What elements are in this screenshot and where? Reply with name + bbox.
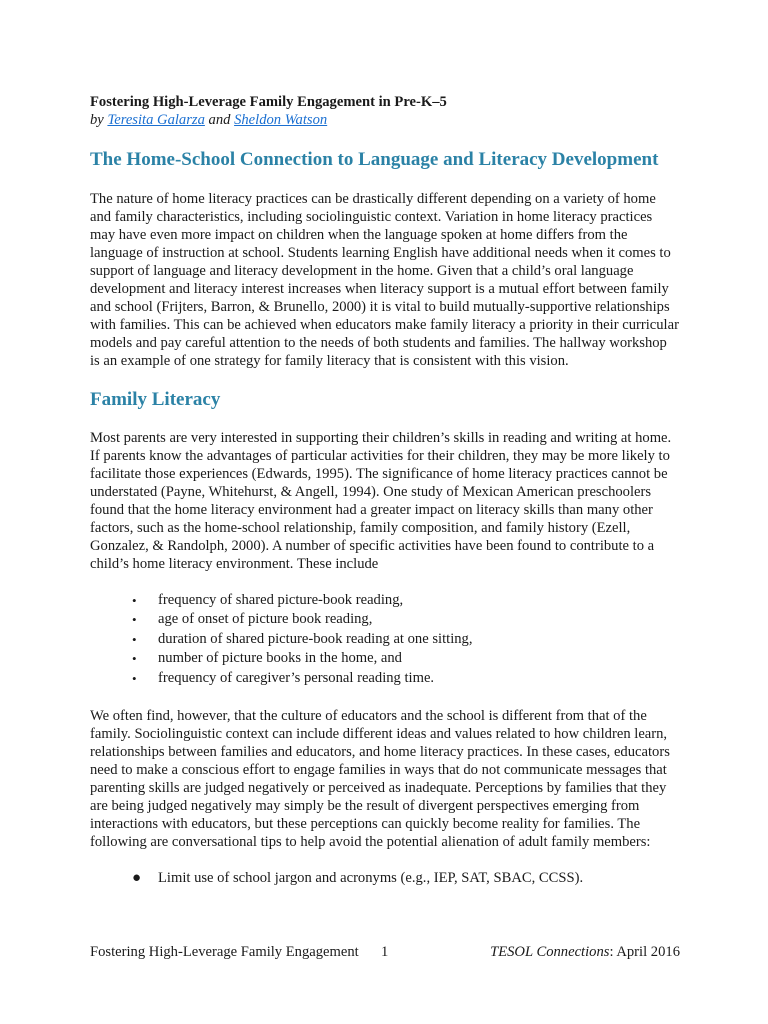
list-item [90,610,680,629]
bullet-icon: • [132,593,137,608]
list-item [90,869,680,888]
author-link-watson[interactable]: Sheldon Watson [234,112,328,128]
tips-list [90,869,680,888]
list-item-text: Limit use of school jargon and acronyms (e.g., IEP, SAT, SBAC, CCSS). [158,870,584,887]
footer-journal [490,943,680,961]
bullet-icon: • [132,631,137,647]
footer-running-title: Fostering High-Leverage Family Engagement [90,944,359,960]
document-page [90,93,680,888]
paragraph-culture: We often find, however, that the culture of educators and the school is different from that of the family. Sociolinguistic context can include different ideas and values related to how children learn, relationships between families and educators, and home literacy practices. In these cases, educators need to make a conscious effort to engage families in ways that do not communicate messages that parenting skills are judged negatively or perceived as inadequate. Perceptions by families that they are being judged negatively may simply be the result of divergent perspectives emerging from interactions with educators, but these perceptions can quickly become reality for families. The following are conversational tips to help avoid the potential alienation of adult family members: [90,708,670,851]
byline-by: by [90,112,108,128]
list-item [90,669,680,688]
list-item-text: number of picture books in the home, and [158,650,402,667]
list-item [90,630,680,649]
list-item [90,649,680,668]
section-heading-home-school: The Home-School Connection to Language and Literacy Development [90,149,659,170]
section-heading-family-literacy: Family Literacy [90,389,221,410]
bullet-icon: • [132,670,137,686]
journal-date: : April 2016 [609,944,680,960]
activities-list [90,591,680,688]
byline-and: and [204,112,235,128]
list-item [90,591,680,610]
list-item-text: frequency of caregiver’s personal reading time. [158,669,435,686]
bullet-icon: • [132,651,137,667]
paragraph-family-literacy: Most parents are very interested in supporting their children’s skills in reading and writing at home. If parents know the advantages of particular activities for their children, they may be more likely to facilitate those experiences (Edwards, 1995). The significance of home literacy practices cannot be understated (Payne, Whitehurst, & Angell, 1994). One study of Mexican American preschoolers found that the home literacy environment had a greater impact on literacy skills than many other factors, such as the home-school relationship, family composition, and family history (Ezell, Gonzalez, & Randolph, 2000). A number of specific activities have been found to contribute to a child’s home literacy environment. These include [90,430,672,572]
page-footer [90,943,680,963]
list-item-text: age of onset of picture book reading, [158,611,373,628]
bullet-icon: • [132,612,137,628]
paragraph-home-school: The nature of home literacy practices can be drastically different depending on a variety of home and family characteristics, including sociolinguistic context. Variation in home literacy practices may have even more impact on children when the language spoken at home differs from the language of instruction at school. Students learning English have additional needs when it comes to support of language and literacy development in the home. Given that a child’s oral language development and literacy interest increases when literacy support is a mutual effort between family and school (Frijters, Barron, & Brunello, 2000) it is vital to build mutually-supportive relationships with families. This can be achieved when educators make family literacy a priority in their curricular models and pay careful attention to the needs of both students and families. The hallway workshop is an example of one strategy for family literacy that is consistent with this vision. [90,191,679,369]
byline [90,111,680,129]
author-link-galarza[interactable]: Teresita Galarza [107,112,205,128]
list-item-text: frequency of shared picture-book reading, [158,592,404,608]
page-number: 1 [381,944,389,960]
journal-name: TESOL Connections [490,944,610,960]
bullet-icon: ● [132,870,142,887]
article-title: Fostering High-Leverage Family Engagement in Pre-K–5 [90,94,447,110]
list-item-text: duration of shared picture-book reading at one sitting, [158,630,473,647]
